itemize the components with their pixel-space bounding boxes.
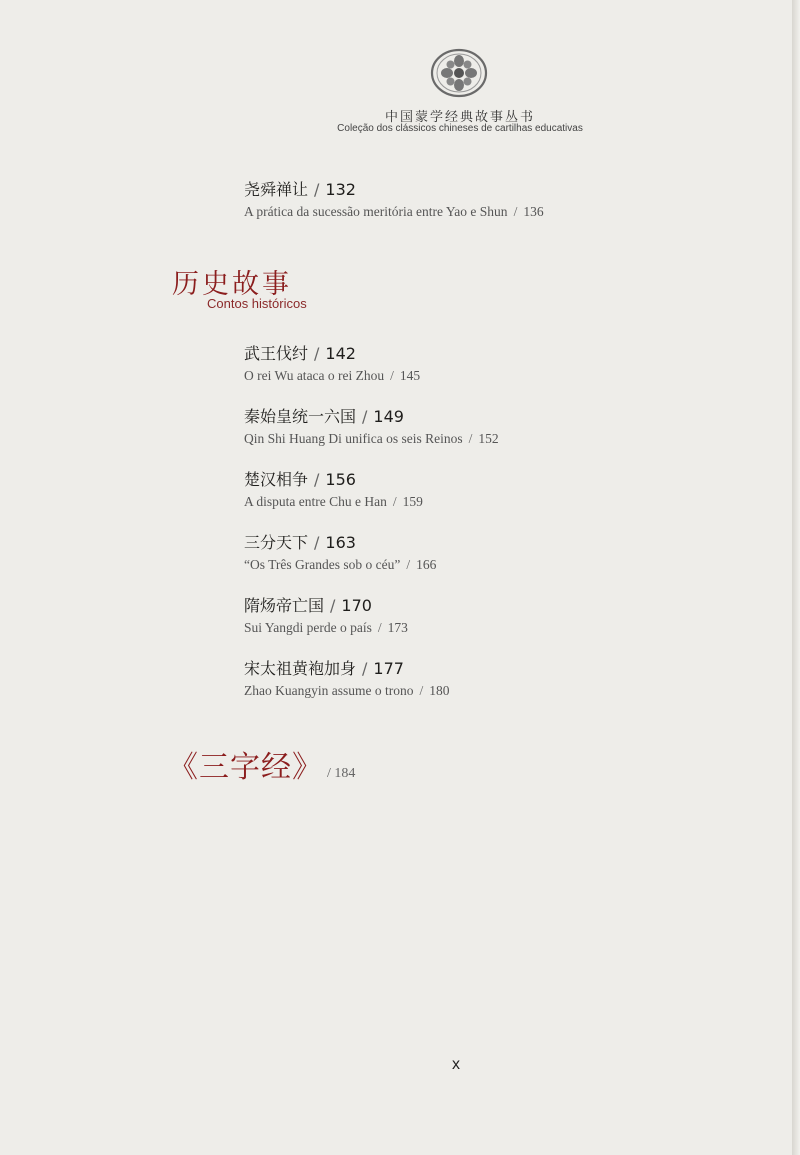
entry-page-chinese: 149	[373, 407, 404, 426]
entry-title-chinese: 武王伐纣	[244, 344, 309, 363]
entry-title-chinese: 秦始皇统一六国	[244, 407, 357, 426]
entry-title-chinese: 尧舜禅让	[244, 180, 309, 199]
entry-title-chinese: 楚汉相争	[244, 470, 309, 489]
toc-entry: 隋炀帝亡国 / 170 Sui Yangdi perde o país / 173	[244, 596, 408, 635]
lotus-seal-icon	[427, 47, 491, 99]
section-heading-portuguese: Contos históricos	[207, 296, 307, 311]
entry-title-chinese: 宋太祖黄袍加身	[244, 659, 357, 678]
entry-page-portuguese: 166	[416, 557, 437, 572]
entry-page-chinese: 156	[325, 470, 356, 489]
entry-title-portuguese: Qin Shi Huang Di unifica os seis Reinos	[244, 431, 463, 446]
toc-entry: 秦始皇统一六国 / 149 Qin Shi Huang Di unifica os seis Reinos / 152	[244, 407, 499, 446]
entry-title-portuguese: O rei Wu ataca o rei Zhou	[244, 368, 385, 383]
section-heading-chinese: 历史故事	[172, 269, 292, 300]
toc-entry: 武王伐纣 / 142 O rei Wu ataca o rei Zhou / 145	[244, 344, 421, 383]
toc-entry: 楚汉相争 / 156 A disputa entre Chu e Han / 159	[244, 470, 423, 509]
entry-page-chinese: 163	[325, 533, 356, 552]
entry-page-portuguese: 145	[399, 368, 421, 383]
entry-page-chinese: 142	[325, 344, 356, 363]
entry-page-portuguese: 180	[429, 683, 450, 698]
entry-page-portuguese: 173	[387, 620, 408, 635]
toc-entry: 宋太祖黄袍加身 / 177 Zhao Kuangyin assume o trono / 180	[244, 659, 450, 698]
book-title-entry	[168, 742, 355, 786]
entry-title-portuguese: A prática da sucessão meritória entre Yao e Shun	[244, 204, 508, 219]
toc-entry: 三分天下 / 163 “Os Três Grandes sob o céu” / 166	[244, 533, 437, 572]
entry-page-portuguese: 152	[478, 431, 499, 446]
series-title-portuguese: Coleção dos clássicos chineses de cartilhas educativas	[337, 123, 583, 134]
book-title-page: / 184	[327, 766, 356, 781]
entry-title-portuguese: Sui Yangdi perde o país	[244, 620, 372, 635]
entry-title-chinese: 隋炀帝亡国	[244, 596, 325, 615]
entry-page-portuguese: 136	[523, 204, 544, 219]
entry-title-portuguese: Zhao Kuangyin assume o trono	[244, 683, 414, 698]
entry-title-chinese: 三分天下	[244, 533, 309, 552]
page-number: x	[452, 1056, 460, 1073]
entry-page-portuguese: 159	[402, 494, 423, 509]
page-edge	[792, 0, 800, 1155]
series-title-chinese: 中国蒙学经典故事丛书	[384, 110, 535, 125]
entry-title-portuguese: A disputa entre Chu e Han	[244, 494, 387, 509]
entry-page-chinese: 177	[373, 659, 404, 678]
entry-page-chinese: 132	[325, 180, 356, 199]
entry-title-portuguese: “Os Três Grandes sob o céu”	[244, 557, 401, 572]
book-title: 《三字经》	[168, 750, 323, 785]
toc-entry: 尧舜禅让 / 132 A prática da sucessão meritória entre Yao e Shun / 136	[244, 180, 544, 219]
entry-page-chinese: 170	[341, 596, 372, 615]
